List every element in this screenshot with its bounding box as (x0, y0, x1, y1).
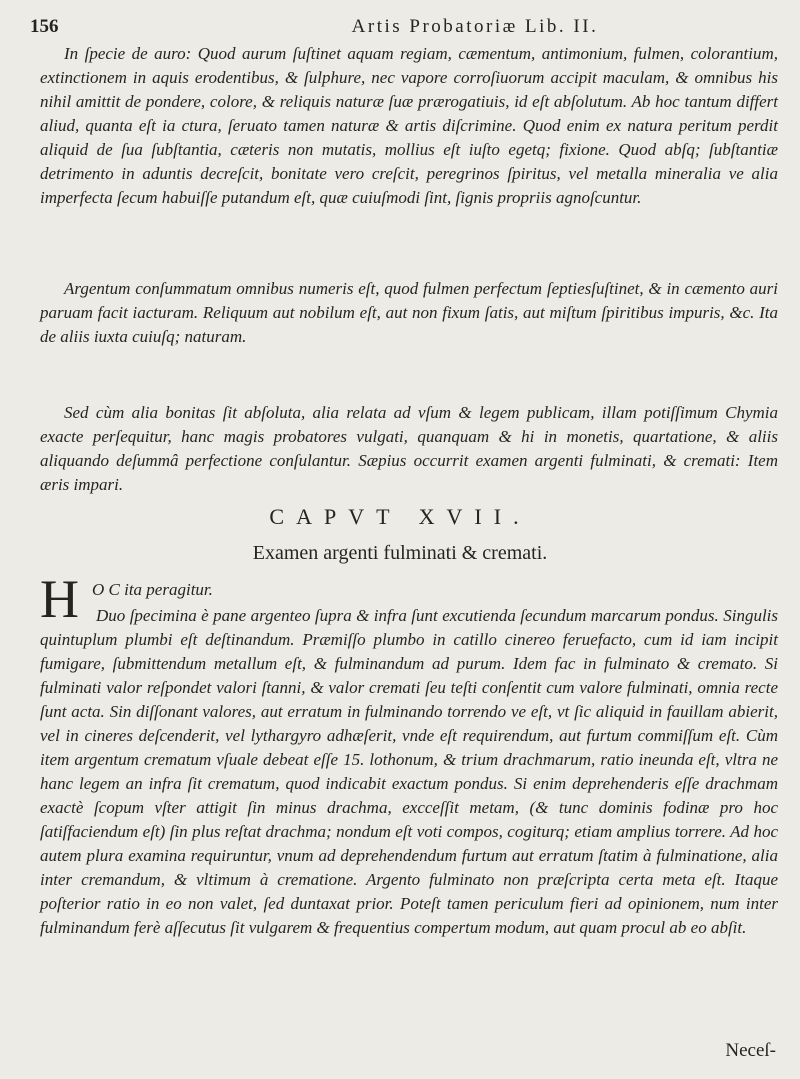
running-head (30, 16, 770, 38)
drop-cap: H (40, 569, 79, 629)
paragraph-examination: Duo ſpecimina è pane argenteo ſupra & infra ſunt excutienda ſecundum marcarum pondus. Singulis quintuplum plumbi eſt deſtinandum. Præmiſſo plumbo in catillo cinereo feruefacto, cum id iam incipit fumigare, ſubmittendum metallum eſt, & fulminandum ad purum. Idem fac in fulminato & cremato. Si fulminati valor reſpondet valori ſtanni, & valor cremati ſeu teſti conſentit cum valore fulminati, omnia recte ſunt acta. Sin diſſonant valores, aut erratum in fulminando torrendo ve eſt, vt ſic aliquid in fauillam abierit, vel in cineres deſcenderit, vel lythargyro adhæſerit, vnde eſt requirendum, aut furtum commiſſum eſt. Cùm item argentum crematum vſuale debeat eſſe 15. lothonum, & trium drachmarum, ratio ineunda eſt, vltra ne hanc legem an infra ſit crematum, quod indicabit exactum pondus. Si enim deprehenderis eſſe drachmam exactè ſcopum vſter attigit ſin minus drachma, excceſſit metam, (& tunc dominis fodinæ pro hoc ſatiſfaciendum eſt) ſin plus reſtat drachma; nondum eſt voti compos, cogiturq; etiam amplius torrere. Ad hoc autem plura examina requiruntur, vnum ad deprehendendum furtum aut erratum ſtatim à fulminatione, alia inter cremandum, & vltimum à crematione. Argento fulminato non præſcripta certa meta eſt. Itaque poſterior ratio in eo non valet, ſed duntaxat prior. Poteſt tamen periculum fieri ad opinionem, num inter fulminandum ferè aſſecutus ſit vulgarem & frequentius compertum modum, aut quam procul ab eo abſit. (40, 606, 778, 937)
chapter-subtitle: Examen argenti fulminati & cremati. (252, 542, 548, 564)
paragraph-usage: Sed cùm alia bonitas ſit abſoluta, alia relata ad vſum & legem publicam, illam potiſſimum Chymia exacte perſequitur, hanc magis probatores vulgati, quanquam & hi in monetis, quartatione, & aliis aliquando deſummâ perfectione conſulantur. Sæpius occurrit examen argenti fulminati, & cremati: Item æris impari. (40, 403, 778, 494)
paragraph-silver: Argentum conſummatum omnibus numeris eſt, quod fulmen perfectum ſeptiesſuſtinet, & in cæmento auri paruam facit iacturam. Reliquum aut nobilum eſt, aut non fixum ſatis, aut miſtum ſpiritibus impuris, &c. Ita de aliis iuxta cuiuſq; naturam. (40, 279, 778, 346)
chapter-lead-line: O C ita peragitur. (92, 580, 213, 599)
chapter-heading: CAPVT XVII. (269, 504, 531, 529)
paragraph-gold: In ſpecie de auro: Quod aurum ſuſtinet aquam regiam, cæmentum, antimonium, fulmen, colorantium, extinctionem in aquis erodentibus, & ſulphure, nec vapore corroſiuorum accipit maculam, & omnibus his nihil amittit de pondere, colore, & reliquis naturæ ſuæ prærogatiuis, id eſt abſolutum. Ab hoc tantum differt aliud, quanta eſt ia ctura, ſeruato tamen naturæ & artis diſcrimine. Quod enim ex natura peritum perdit aliquid de ſua ſubſtantia, cæteris non mutatis, mollius eſt iuſto egetq; fixione. Quod abſq; ſubſtantiæ detrimento in aduntis decreſcit, bonitate vero creſcit, peregrinos ſpiritus, vel metalla mineralia ve alia imperfecta ſecum habuiſſe putandum eſt, quæ cuiuſmodi ſint, ſignis propriis agnoſcuntur. (40, 44, 778, 207)
page-number: 156 (30, 16, 59, 37)
catchword: Neceſ- (725, 1040, 776, 1061)
running-title: Artis Probatoriæ Lib. II. (351, 16, 599, 37)
